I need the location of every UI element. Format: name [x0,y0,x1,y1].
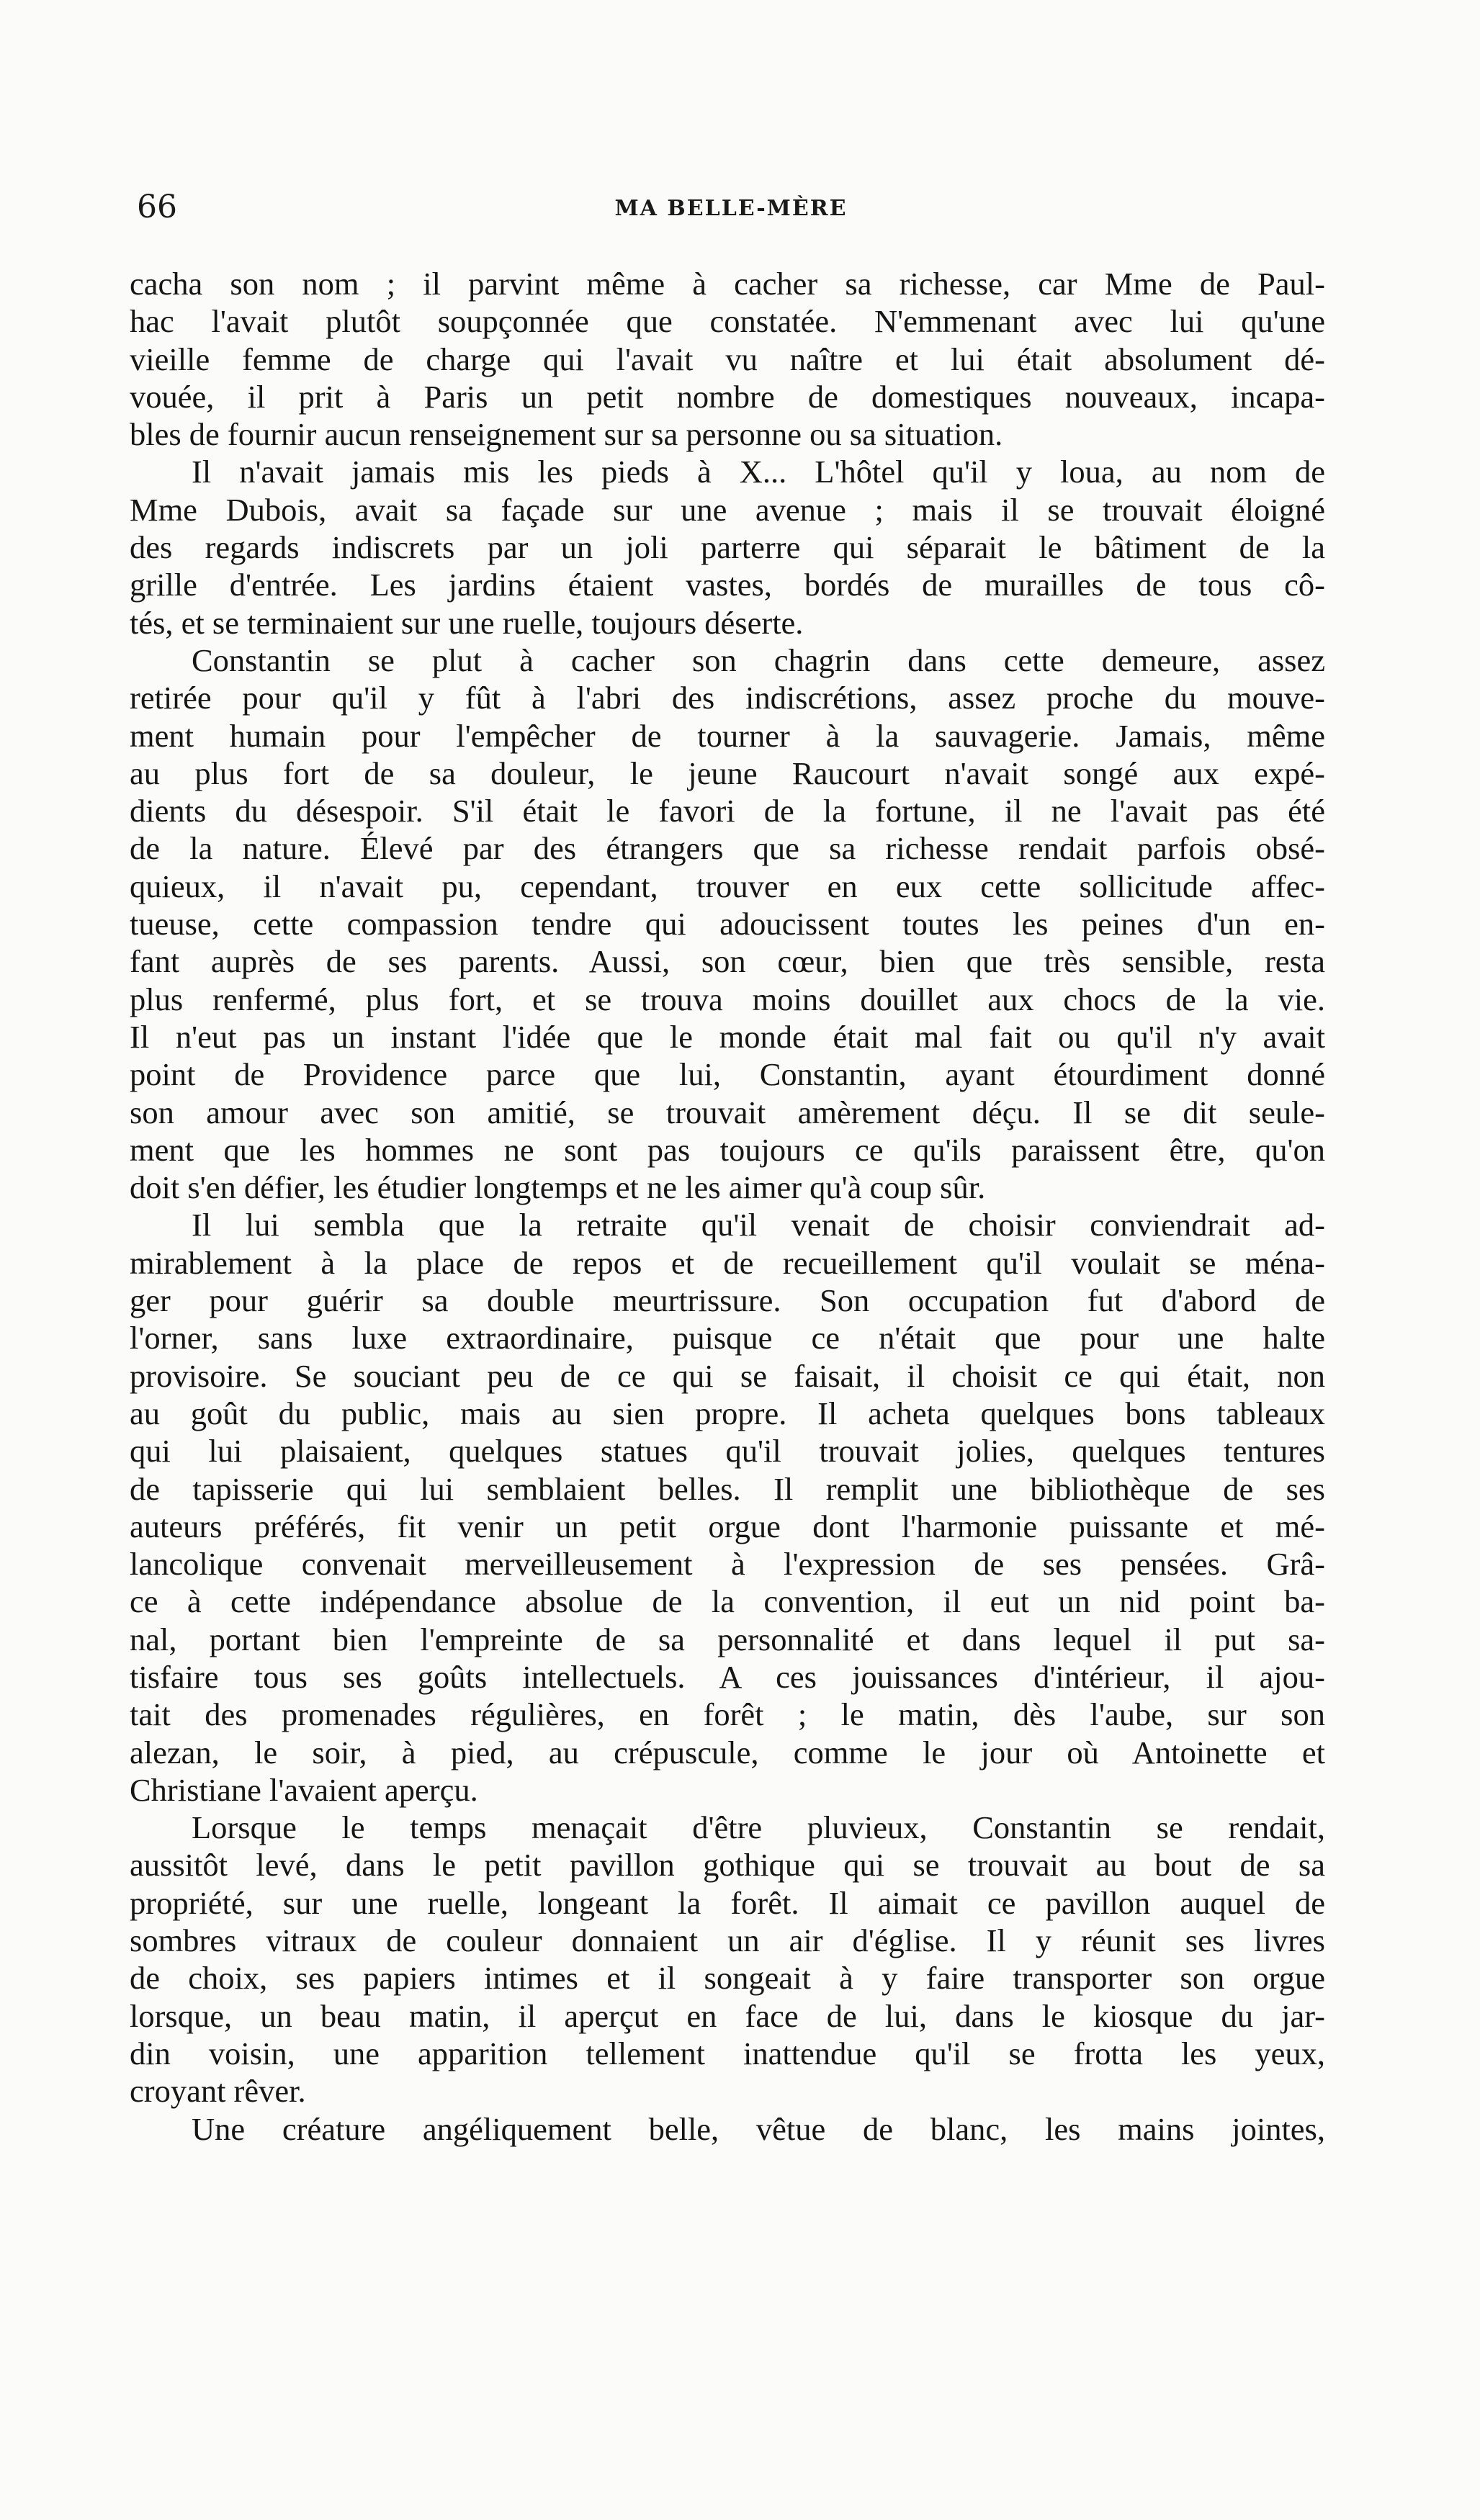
text-line: aussitôt levé, dans le petit pavillon gothique qui se trouvait au bout de sa [130,1847,1325,1884]
text-line: tait des promenades régulières, en forêt ; le matin, dès l'aube, sur son [130,1696,1325,1733]
text-line: Il lui sembla que la retraite qu'il venait de choisir conviendrait ad- [192,1207,1325,1243]
text-line: hac l'avait plutôt soupçonnée que constatée. N'emmenant avec lui qu'une [130,303,1325,340]
text-line: de tapisserie qui lui semblaient belles. Il remplit une bibliothèque de ses [130,1470,1325,1507]
text-line: ger pour guérir sa double meurtrissure. Son occupation fut d'abord de [130,1282,1325,1319]
text-line: Mme Dubois, avait sa façade sur une avenue ; mais il se trouvait éloigné [130,491,1325,528]
text-line: ment que les hommes ne sont pas toujours ce qu'ils paraissent être, qu'on [130,1131,1325,1168]
text-line: retirée pour qu'il y fût à l'abri des indiscrétions, assez proche du mouve- [130,680,1325,716]
text-line: tés, et se terminaient sur une ruelle, toujours déserte. [130,604,804,641]
text-line: croyant rêver. [130,2073,306,2110]
text-line: sombres vitraux de couleur donnaient un air d'église. Il y réunit ses livres [130,1922,1325,1959]
text-line: fant auprès de ses parents. Aussi, son cœur, bien que très sensible, resta [130,943,1325,980]
text-line: de choix, ses papiers intimes et il songeait à y faire transporter son orgue [130,1960,1325,1997]
text-line: ce à cette indépendance absolue de la convention, il eut un nid point ba- [130,1583,1325,1620]
text-line: din voisin, une apparition tellement inattendue qu'il se frotta les yeux, [130,2035,1325,2071]
text-line: Christiane l'avaient aperçu. [130,1771,478,1808]
text-line: Lorsque le temps menaçait d'être pluvieux, Constantin se rendait, [192,1809,1325,1846]
running-title: MA BELLE-MÈRE [614,196,848,221]
text-line: au plus fort de sa douleur, le jeune Raucourt n'avait songé aux expé- [130,755,1325,791]
text-line: des regards indiscrets par un joli parterre qui séparait le bâtiment de la [130,529,1325,566]
body-text [130,265,1325,2148]
text-line: auteurs préférés, fit venir un petit orgue dont l'harmonie puissante et mé- [130,1508,1325,1544]
text-line: dients du désespoir. S'il était le favori de la fortune, il ne l'avait pas été [130,793,1325,829]
text-line: doit s'en défier, les étudier longtemps et ne les aimer qu'à coup sûr. [130,1169,986,1206]
text-line: plus renfermé, plus fort, et se trouva moins douillet aux chocs de la vie. [130,981,1325,1017]
text-line: vouée, il prit à Paris un petit nombre de domestiques nouveaux, incapa- [130,378,1325,415]
text-line: bles de fournir aucun renseignement sur sa personne ou sa situation. [130,416,1003,453]
text-line: au goût du public, mais au sien propre. Il acheta quelques bons tableaux [130,1395,1325,1431]
page-header [137,186,1325,236]
text-line: propriété, sur une ruelle, longeant la forêt. Il aimait ce pavillon auquel de [130,1884,1325,1921]
text-line: Une créature angéliquement belle, vêtue de blanc, les mains jointes, [192,2110,1325,2147]
text-line: qui lui plaisaient, quelques statues qu'il trouvait jolies, quelques tentures [130,1433,1325,1470]
text-line: Constantin se plut à cacher son chagrin dans cette demeure, assez [192,642,1325,678]
text-line: point de Providence parce que lui, Constantin, ayant étourdiment donné [130,1056,1325,1093]
text-line: vieille femme de charge qui l'avait vu naître et lui était absolument dé- [130,341,1325,377]
text-line: cacha son nom ; il parvint même à cacher sa richesse, car Mme de Paul- [130,266,1325,302]
text-line: son amour avec son amitié, se trouvait amèrement déçu. Il se dit seule- [130,1094,1325,1130]
text-line: grille d'entrée. Les jardins étaient vastes, bordés de murailles de tous cô- [130,567,1325,603]
text-line: de la nature. Élevé par des étrangers que sa richesse rendait parfois obsé- [130,830,1325,867]
text-line: nal, portant bien l'empreinte de sa personnalité et dans lequel il put sa- [130,1621,1325,1657]
text-line: lorsque, un beau matin, il aperçut en face de lui, dans le kiosque du jar- [130,1997,1325,2034]
text-line: provisoire. Se souciant peu de ce qui se faisait, il choisit ce qui était, non [130,1357,1325,1394]
text-line: Il n'avait jamais mis les pieds à X... L'hôtel qu'il y loua, au nom de [192,454,1325,490]
text-line: tueuse, cette compassion tendre qui adoucissent toutes les peines d'un en- [130,906,1325,942]
page-number: 66 [137,189,177,225]
text-line: tisfaire tous ses goûts intellectuels. A ces jouissances d'intérieur, il ajou- [130,1658,1325,1695]
text-line: Il n'eut pas un instant l'idée que le monde était mal fait ou qu'il n'y avait [130,1018,1325,1055]
text-line: ment humain pour l'empêcher de tourner à la sauvagerie. Jamais, même [130,717,1325,754]
text-line: quieux, il n'avait pu, cependant, trouver en eux cette sollicitude affec- [130,868,1325,904]
text-line: lancolique convenait merveilleusement à l'expression de ses pensées. Grâ- [130,1546,1325,1583]
text-line: alezan, le soir, à pied, au crépuscule, comme le jour où Antoinette et [130,1734,1325,1770]
text-line: l'orner, sans luxe extraordinaire, puisque ce n'était que pour une halte [130,1320,1325,1356]
text-line: mirablement à la place de repos et de recueillement qu'il voulait se ména- [130,1244,1325,1281]
